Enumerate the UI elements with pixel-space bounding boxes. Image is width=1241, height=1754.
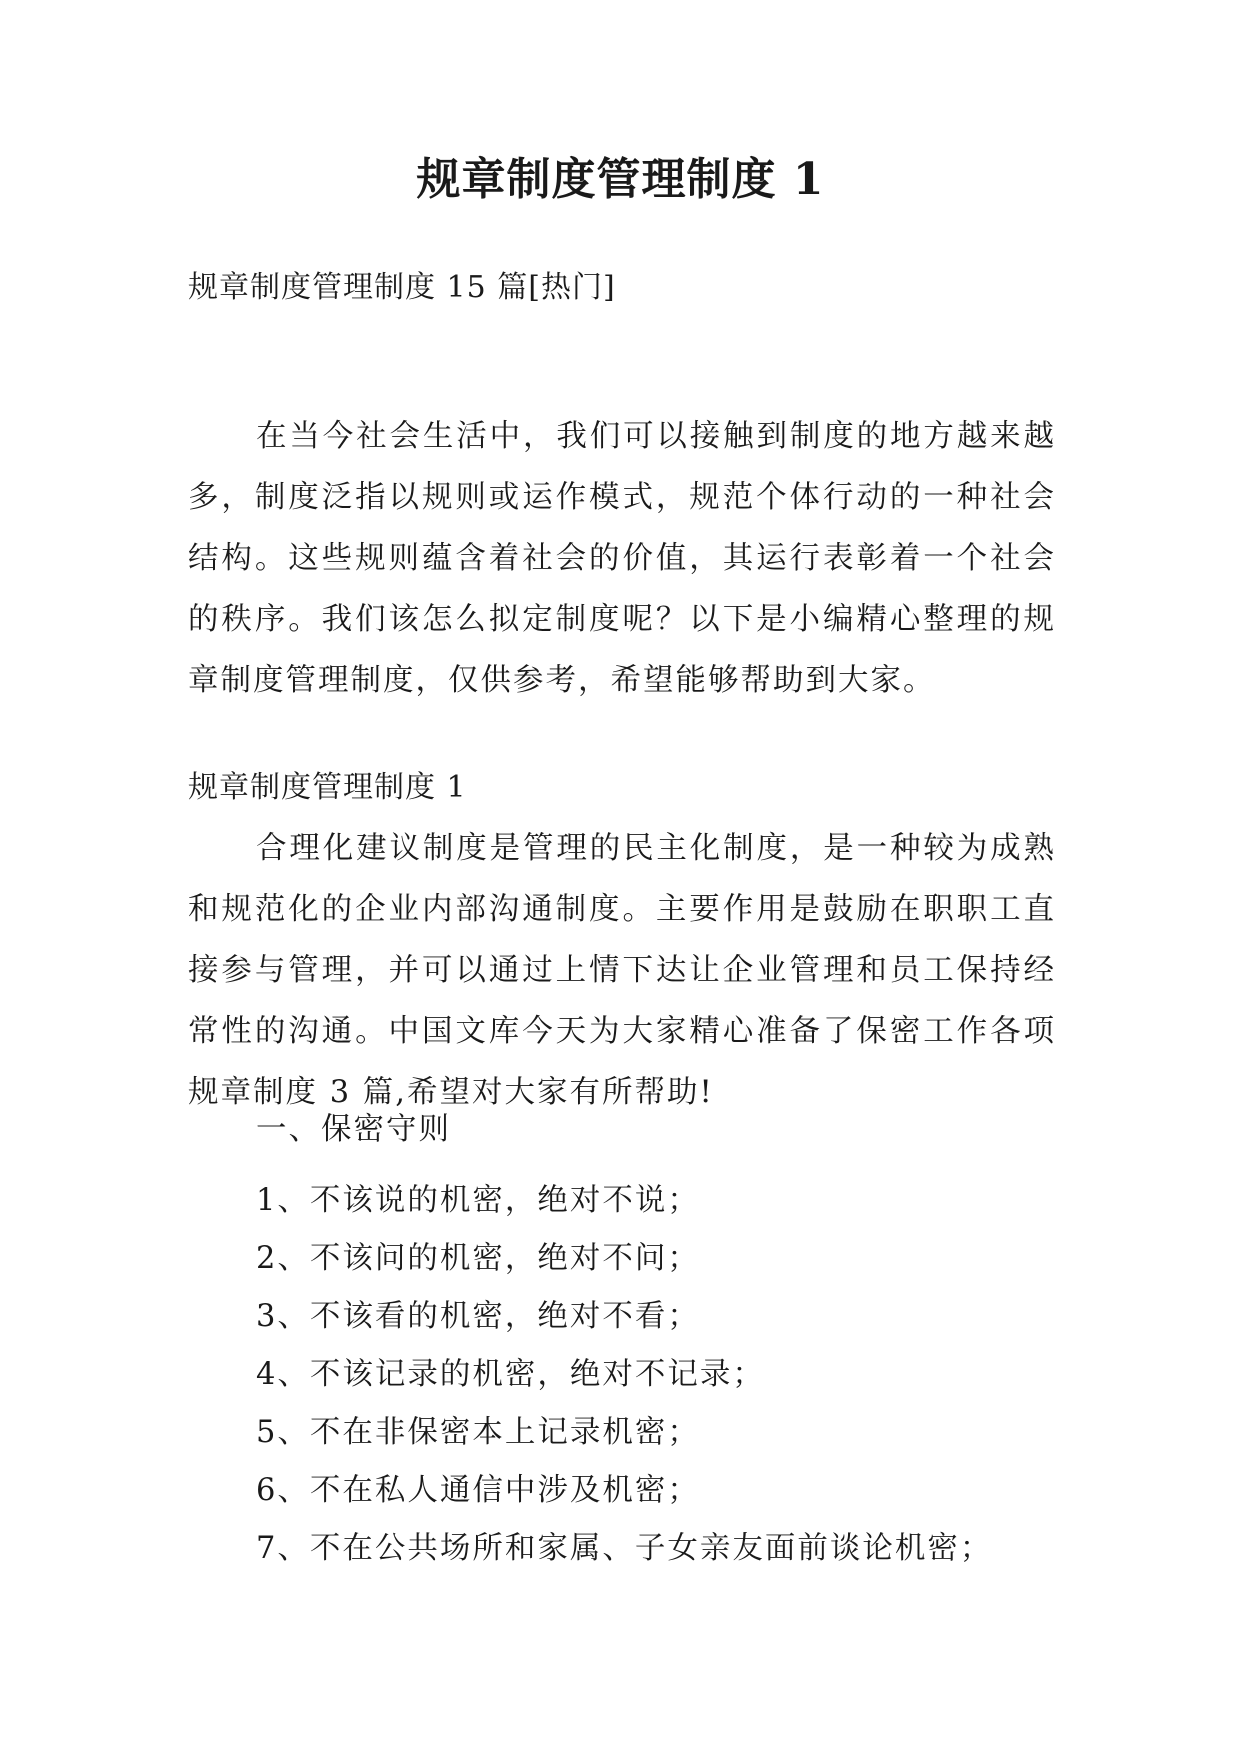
rule-item: 6、不在私人通信中涉及机密； (256, 1473, 700, 1508)
section-body-paragraph: 合理化建议制度是管理的民主化制度，是一种较为成熟和规范化的企业内部沟通制度。主要作用是鼓励在职职工直接参与管理，并可以通过上情下达让企业管理和员工保持经常性的沟通。中国文库今天为大家精心准备了保密工作各项规章制度 3 篇,希望对大家有所帮助! (188, 831, 1056, 1110)
rule-item: 3、不该看的机密，绝对不看； (256, 1299, 700, 1334)
rule-item: 5、不在非保密本上记录机密； (256, 1415, 700, 1450)
rules-heading: 一、保密守则 (256, 1112, 451, 1147)
section-heading: 规章制度管理制度 1 (188, 770, 467, 805)
rule-item: 4、不该记录的机密，绝对不记录； (256, 1357, 765, 1392)
document-title: 规章制度管理制度 1 (416, 154, 825, 205)
rule-item: 1、不该说的机密，绝对不说； (256, 1183, 700, 1218)
intro-paragraph: 在当今社会生活中，我们可以接触到制度的地方越来越多，制度泛指以规则或运作模式，规范个体行动的一种社会结构。这些规则蕴含着社会的价值，其运行表彰着一个社会的秩序。我们该怎么拟定制度呢？以下是小编精心整理的规章制度管理制度，仅供参考，希望能够帮助到大家。 (188, 419, 1056, 698)
rule-item: 2、不该问的机密，绝对不问； (256, 1241, 700, 1276)
rules-list (256, 1172, 992, 1578)
document-subtitle: 规章制度管理制度 15 篇[热门] (188, 270, 616, 305)
rule-item: 7、不在公共场所和家属、子女亲友面前谈论机密； (256, 1531, 993, 1566)
